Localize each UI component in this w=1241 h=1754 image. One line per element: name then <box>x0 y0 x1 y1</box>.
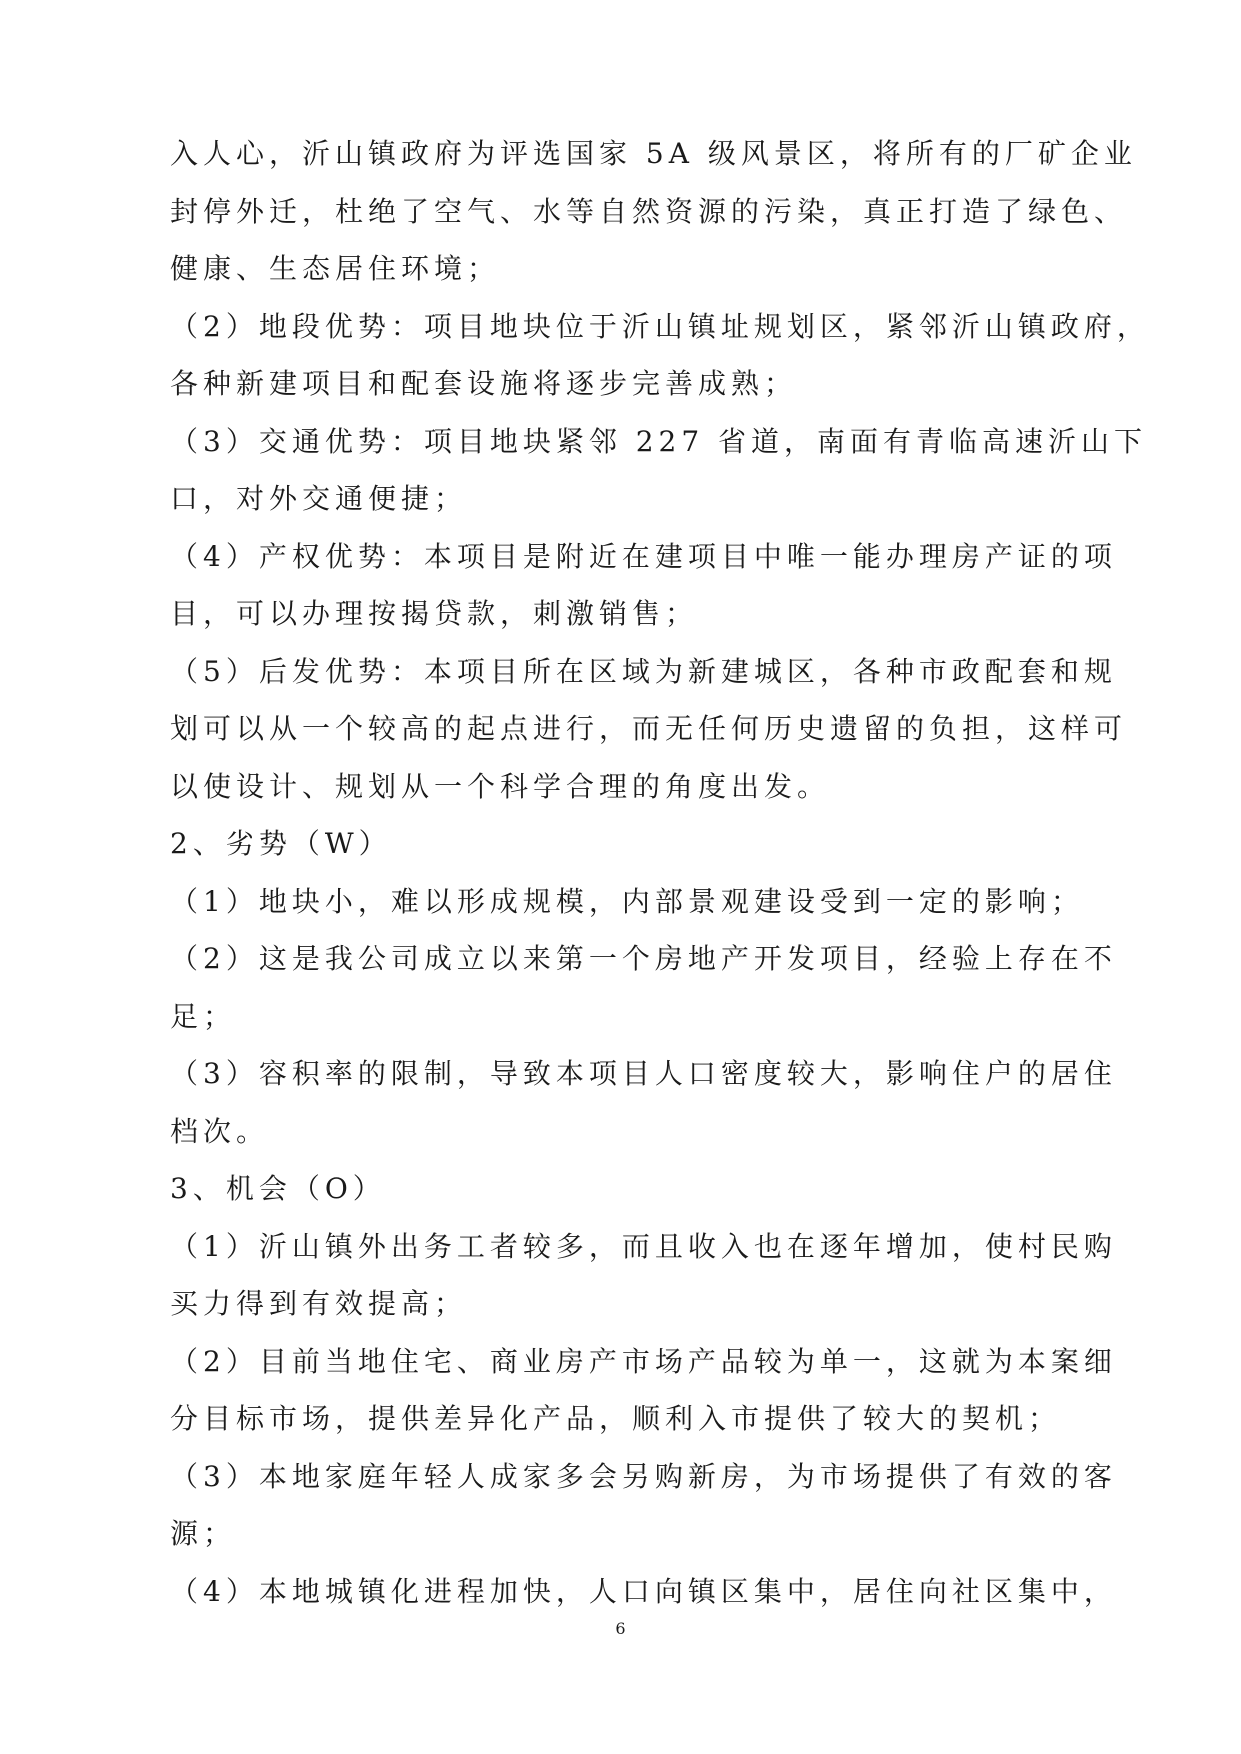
text-line: （1）沂山镇外出务工者较多，而且收入也在逐年增加，使村民购 <box>170 1229 1117 1263</box>
text-line: 健康、生态居住环境； <box>170 252 501 285</box>
text-line: 以使设计、规划从一个科学合理的角度出发。 <box>170 769 831 803</box>
text-line: 划可以从一个较高的起点进行，而无任何历史遗留的负担，这样可 <box>170 712 1128 745</box>
text-line: 足； <box>170 999 237 1033</box>
section-heading: 2、劣势（W） <box>170 827 392 860</box>
text-line: 口，对外交通便捷； <box>170 482 468 515</box>
text-line: 各种新建项目和配套设施将逐步完善成熟； <box>170 367 798 400</box>
text-line: 封停外迁，杜绝了空气、水等自然资源的污染，真正打造了绿色、 <box>170 194 1128 228</box>
text-line: 源； <box>170 1517 237 1550</box>
text-line: 买力得到有效提高； <box>170 1287 468 1320</box>
text-line: （3）容积率的限制，导致本项目人口密度较大，影响住户的居住 <box>170 1057 1117 1090</box>
text-line: （2）地段优势：项目地块位于沂山镇址规划区，紧邻沂山镇政府， <box>170 309 1150 343</box>
text-line: （3）本地家庭年轻人成家多会另购新房，为市场提供了有效的客 <box>170 1459 1117 1493</box>
text-line: （5）后发优势：本项目所在区域为新建城区，各种市政配套和规 <box>170 654 1117 688</box>
text-line: （1）地块小，难以形成规模，内部景观建设受到一定的影响； <box>170 884 1084 918</box>
text-line: （2）这是我公司成立以来第一个房地产开发项目，经验上存在不 <box>170 942 1117 975</box>
text-line: （3）交通优势：项目地块紧邻 227 省道，南面有青临高速沂山下 <box>170 424 1148 458</box>
text-line: （4）产权优势：本项目是附近在建项目中唯一能办理房产证的项 <box>170 539 1117 573</box>
text-line: （4）本地城镇化进程加快，人口向镇区集中，居住向社区集中， <box>170 1574 1117 1608</box>
page-number: 6 <box>615 1619 626 1638</box>
body-text <box>170 134 1150 1629</box>
section-heading: 3、机会（O） <box>170 1172 386 1205</box>
text-line: 分目标市场，提供差异化产品，顺利入市提供了较大的契机； <box>170 1402 1062 1435</box>
text-line: 档次。 <box>170 1114 270 1148</box>
text-line: 入人心，沂山镇政府为评选国家 5A 级风景区，将所有的厂矿企业 <box>170 137 1137 170</box>
text-line: 目，可以办理按揭贷款，刺激销售； <box>170 597 699 630</box>
text-line: （2）目前当地住宅、商业房产市场产品较为单一，这就为本案细 <box>170 1344 1117 1378</box>
